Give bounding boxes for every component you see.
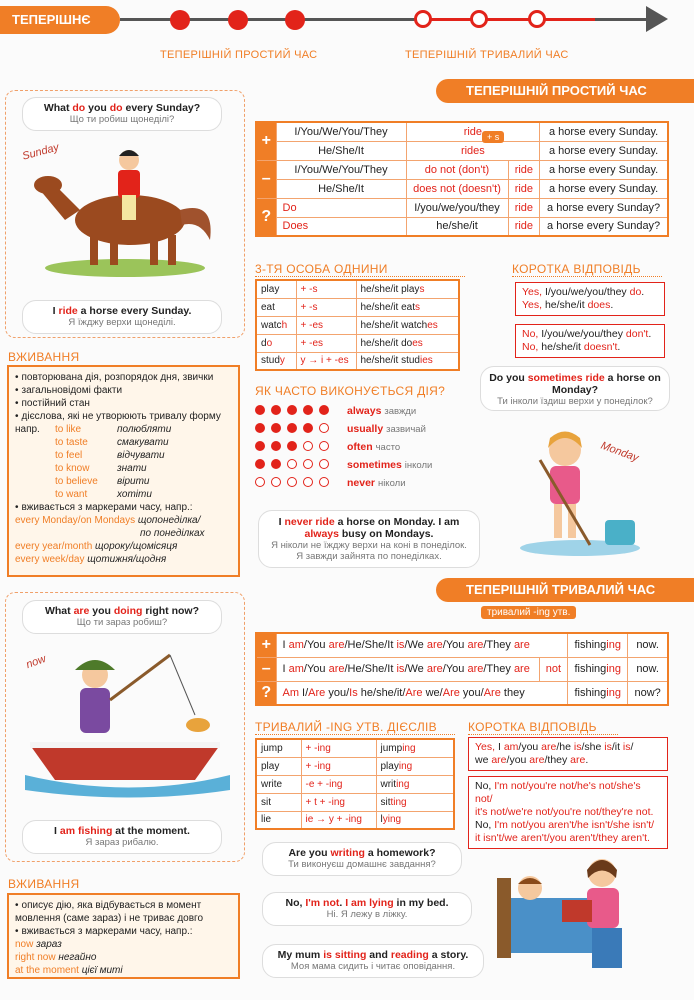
continuous-tense-table: + I am/You are/He/She/It is/We are/You are/They are fishinging now. – I am/You are/He/She/It is/We are/You are/They are not fishinging now. ? Am I/Are you/Is he/she/it/Are we/Are you/Are they fishinging now? <box>255 632 669 706</box>
now-label: now <box>24 652 48 672</box>
short-answer-no: No, I/you/we/you/they don't. No, he/she/it doesn't. <box>515 324 665 358</box>
ing-row: play + -ing playing <box>256 757 454 775</box>
question-icon: ? <box>256 198 276 236</box>
frequency-dot <box>287 423 297 433</box>
cont-short-answer-no: No, I'm not/you're not/he's not/she's not/ it's not/we're not/you're not/they're not. No, I'm not/you aren't/he isn't/she isn't/ it isn't/we aren't/you aren't/they aren't. <box>468 776 668 849</box>
frequency-dot <box>255 477 265 487</box>
mum-bubble: My mum is sitting and reading a story. Моя мама сидить і читає оповідання. <box>262 944 484 978</box>
ing-table <box>255 738 455 830</box>
frequency-dot <box>303 477 313 487</box>
short-answer-yes: Yes, I/you/we/you/they do. Yes, he/she/it does. <box>515 282 665 316</box>
frequency-dot <box>319 423 329 433</box>
frequency-dot <box>303 405 313 415</box>
frequency-dot <box>255 423 265 433</box>
verb-item: to want хотіти <box>55 489 152 500</box>
frequency-list <box>255 402 475 492</box>
frequency-row: often часто <box>255 438 475 456</box>
ing-row: jump + -ing jumping <box>256 739 454 757</box>
frequency-dot <box>287 405 297 415</box>
plus-s-tag: + s <box>482 131 504 143</box>
frequency-dot <box>271 459 281 469</box>
ing-tag: тривалий -ing утв. <box>481 606 576 619</box>
simple-banner: ТЕПЕРІШНІЙ ПРОСТИЙ ЧАС <box>436 79 694 103</box>
lying-bubble: No, I'm not. I am lying in my bed. Ні. Я лежу в ліжку. <box>262 892 472 926</box>
frequency-row: sometimes інколи <box>255 456 475 474</box>
cont-short-answer-yes: Yes, I am/you are/he is/she is/it is/ we are/you are/they are. <box>468 737 668 771</box>
frequency-dot <box>303 423 313 433</box>
frequency-dot <box>255 459 265 469</box>
timeline-dot <box>170 10 190 30</box>
third-person-row: study y → i + -es he/she/it studies <box>256 352 459 370</box>
frequency-dot <box>303 459 313 469</box>
simple-usage-title: ВЖИВАННЯ <box>8 350 80 364</box>
frequency-dot <box>319 477 329 487</box>
short-answer-title: КОРОТКА ВІДПОВІДЬ <box>512 262 662 277</box>
monday-question-bubble: Do you sometimes ride a horse on Monday? Ти інколи їздиш верхи у понеділок? <box>480 366 670 411</box>
minus-icon: – <box>256 160 276 198</box>
frequency-dot <box>271 423 281 433</box>
fisherman-boat-illustration <box>20 640 235 800</box>
frequency-row: usually зазвичай <box>255 420 475 438</box>
frequency-dot <box>287 459 297 469</box>
arrow-right-icon <box>646 6 668 32</box>
horse-rider-illustration <box>30 140 220 280</box>
frequency-dot <box>271 441 281 451</box>
third-person-row: eat + -s he/she/it eats <box>256 298 459 316</box>
monday-label: Monday <box>599 439 641 465</box>
frequency-row: always завжди <box>255 402 475 420</box>
timeline-simple-label: ТЕПЕРІШНІЙ ПРОСТИЙ ЧАС <box>160 49 318 61</box>
verb-item: to believe вірити <box>55 476 150 487</box>
frequency-dot <box>255 441 265 451</box>
timeline-open-dot <box>528 10 546 28</box>
question-icon: ? <box>256 681 276 705</box>
frequency-dot <box>271 477 281 487</box>
frequency-dot <box>287 477 297 487</box>
homework-bubble: Are you writing a homework? Ти виконуєш домашнє завдання? <box>262 842 462 876</box>
ing-row: write -e + -ing writing <box>256 775 454 793</box>
verb-item: to feel відчувати <box>55 450 165 461</box>
cont-usage-box: • описує дію, яка відбувається в момент мовлення (саме зараз) і не триває довго • вживається з маркерами часу, напр.: now зараз right now негайно at the moment цієї миті <box>7 893 240 979</box>
plus-icon: + <box>256 633 276 657</box>
timeline-open-dot <box>470 10 488 28</box>
minus-icon: – <box>256 657 276 681</box>
plus-icon: + <box>256 122 276 160</box>
simple-tense-table: + I/You/We/You/They ride a horse every Sunday. He/She/It rides a horse every Sunday. – I/You/We/You/They do not (don't) ride a horse every Sunday. He/She/It does not (doesn't) ride a horse every Sunday. ? Do I/you/we/you/they ride a horse every Sunday? Does he/she/it ride a horse every Sunday? <box>255 121 669 237</box>
third-person-row: play + -s he/she/it plays <box>256 280 459 298</box>
simple-question-bubble: What do you do every Sunday? Що ти робиш щонеділі? <box>22 97 222 131</box>
ing-row: lie ie → y + -ing lying <box>256 811 454 829</box>
sunday-label: Sunday <box>21 141 61 163</box>
third-person-row: do + -es he/she/it does <box>256 334 459 352</box>
continuous-answer-bubble: I am fishing at the moment. Я зараз рибалю. <box>22 820 222 854</box>
continuous-banner: ТЕПЕРІШНІЙ ТРИВАЛИЙ ЧАС <box>436 578 694 602</box>
frequency-dot <box>271 405 281 415</box>
timeline-open-dot <box>414 10 432 28</box>
frequency-dot <box>287 441 297 451</box>
cont-usage-title: ВЖИВАННЯ <box>8 877 80 891</box>
never-answer-bubble: I never ride a horse on Monday. I am always busy on Mondays. Я ніколи не їжджу верхи на коні в понеділок. Я завжди зайнята по понеділках. <box>258 510 480 568</box>
verb-item: to taste смакувати <box>55 437 169 448</box>
frequency-title: ЯК ЧАСТО ВИКОНУЄТЬСЯ ДІЯ? <box>255 384 446 398</box>
frequency-dot <box>319 405 329 415</box>
frequency-dot <box>303 441 313 451</box>
simple-answer-bubble: I ride a horse every Sunday. Я їжджу верхи щонеділі. <box>22 300 222 334</box>
third-person-table <box>255 279 460 371</box>
third-person-title: 3-ТЯ ОСОБА ОДНИНИ <box>255 262 465 277</box>
timeline-dot <box>285 10 305 30</box>
timeline-range <box>425 18 595 21</box>
timeline-dot <box>228 10 248 30</box>
girl-mopping-illustration <box>510 420 650 560</box>
frequency-dot <box>319 459 329 469</box>
non-continuous-verbs <box>15 423 232 501</box>
mum-reading-illustration <box>492 838 677 978</box>
frequency-dot <box>255 405 265 415</box>
frequency-row: never ніколи <box>255 474 475 492</box>
simple-usage-box: • повторювана дія, розпорядок дня, звички • загальновідомі факти • постійний стан • дієслова, які не утворюють тривалу форму напр. to like полюбляти to taste смакувати to feel відчувати to know знати to believe вірити to want хотіти • вживається з маркерами часу, напр.: every Monday/on Mondays щопонеділка/ по понеділках every year/month щороку/щомісяця every week/day щотижня/щодня <box>7 365 240 577</box>
continuous-question-bubble: What are you doing right now? Що ти зараз робиш? <box>22 600 222 634</box>
third-person-row: watch + -es he/she/it watches <box>256 316 459 334</box>
cont-short-answer-title: КОРОТКА ВІДПОВІДЬ <box>468 720 618 735</box>
verb-item: to know знати <box>55 463 147 474</box>
ing-row: sit + t + -ing sitting <box>256 793 454 811</box>
timeline-tag: ТЕПЕРІШНЄ <box>0 6 120 34</box>
frequency-dot <box>319 441 329 451</box>
timeline-continuous-label: ТЕПЕРІШНІЙ ТРИВАЛИЙ ЧАС <box>405 49 569 61</box>
ing-title: ТРИВАЛИЙ -ING УТВ. ДІЄСЛІВ <box>255 720 455 735</box>
verb-item: напр. to like полюбляти <box>15 424 172 435</box>
